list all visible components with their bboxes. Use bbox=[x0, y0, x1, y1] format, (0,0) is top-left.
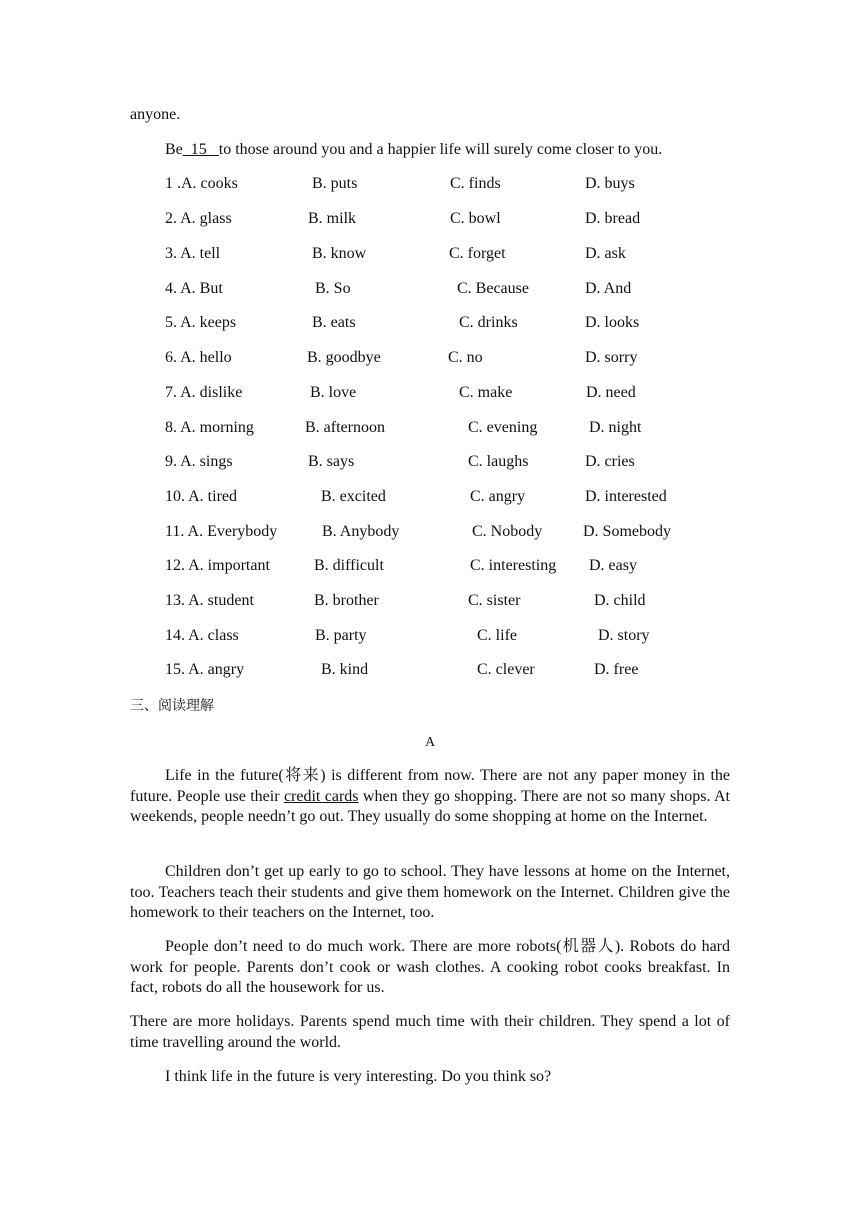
option-a: 14. A. class bbox=[165, 627, 239, 644]
option-c: C. make bbox=[459, 384, 513, 401]
option-b: B. puts bbox=[312, 175, 358, 192]
option-c: C. bowl bbox=[450, 210, 501, 227]
option-a: 13. A. student bbox=[165, 592, 254, 609]
option-c: C. evening bbox=[468, 419, 538, 436]
option-a: 6. A. hello bbox=[165, 349, 232, 366]
option-b: B. love bbox=[310, 384, 357, 401]
option-c: C. drinks bbox=[459, 314, 518, 331]
option-a: 12. A. important bbox=[165, 557, 270, 574]
option-d: D. free bbox=[594, 661, 639, 678]
credit-cards-underlined: credit cards bbox=[283, 787, 359, 805]
option-b: B. goodbye bbox=[307, 349, 381, 366]
option-d: D. cries bbox=[585, 453, 635, 470]
option-d: D. night bbox=[589, 419, 642, 436]
option-a: 3. A. tell bbox=[165, 245, 221, 262]
option-a: 15. A. angry bbox=[165, 661, 245, 678]
option-a: 5. A. keeps bbox=[165, 314, 237, 331]
option-c: C. angry bbox=[470, 488, 526, 505]
paragraph-5 bbox=[130, 1067, 730, 1088]
option-a: 4. A. But bbox=[165, 280, 223, 297]
paragraph-2 bbox=[130, 862, 730, 924]
blank-15: 15 bbox=[182, 141, 219, 158]
option-d: D. story bbox=[598, 627, 650, 644]
question-suffix: to those around you and a happier life will surely come closer to you. bbox=[218, 141, 663, 158]
option-d: D. buys bbox=[585, 175, 635, 192]
option-d: D. ask bbox=[585, 245, 626, 262]
option-b: B. afternoon bbox=[305, 419, 385, 436]
option-c: C. sister bbox=[468, 592, 521, 609]
option-d: D. easy bbox=[589, 557, 637, 574]
option-a: 1 .A. cooks bbox=[165, 175, 238, 192]
option-b: B. excited bbox=[321, 488, 386, 505]
option-c: C. laughs bbox=[468, 453, 529, 470]
paragraph-4-text: There are more holidays. Parents spend much time with their children. They spend a lot of time travelling around the world. bbox=[130, 1013, 730, 1051]
option-c: C. finds bbox=[450, 175, 501, 192]
option-d: D. And bbox=[585, 280, 632, 297]
option-c: C. forget bbox=[449, 245, 506, 262]
option-a: 7. A. dislike bbox=[165, 384, 243, 401]
text-line-anyone: anyone. bbox=[130, 106, 181, 123]
passage-title: A bbox=[424, 735, 436, 750]
question-prefix: Be bbox=[165, 141, 183, 158]
option-b: B. milk bbox=[308, 210, 357, 227]
question-line bbox=[165, 140, 662, 160]
option-b: B. brother bbox=[314, 592, 379, 609]
option-c: C. no bbox=[448, 349, 483, 366]
option-c: C. Nobody bbox=[472, 523, 543, 540]
option-d: D. bread bbox=[585, 210, 641, 227]
option-b: B. Anybody bbox=[322, 523, 400, 540]
option-b: B. difficult bbox=[314, 557, 384, 574]
option-c: C. clever bbox=[477, 661, 535, 678]
option-b: B. eats bbox=[312, 314, 356, 331]
option-c: C. Because bbox=[457, 280, 529, 297]
option-b: B. know bbox=[312, 245, 367, 262]
paragraph-1 bbox=[130, 766, 730, 828]
option-a: 2. A. glass bbox=[165, 210, 232, 227]
option-b: B. party bbox=[315, 627, 367, 644]
option-b: B. So bbox=[315, 280, 351, 297]
paragraph-5-text: I think life in the future is very interesting. Do you think so? bbox=[165, 1068, 552, 1085]
option-a: 8. A. morning bbox=[165, 419, 254, 436]
option-d: D. Somebody bbox=[583, 523, 671, 540]
paragraph-4 bbox=[130, 1012, 730, 1053]
option-a: 10. A. tired bbox=[165, 488, 237, 505]
paragraph-2-text: Children don’t get up early to go to school. They have lessons at home on the Internet, too. Teachers teach their students and give them homework on the Internet. Children give the homework to their teachers on the Internet, too. bbox=[130, 863, 730, 921]
option-d: D. child bbox=[594, 592, 646, 609]
option-c: C. life bbox=[477, 627, 517, 644]
option-b: B. says bbox=[308, 453, 355, 470]
option-d: D. looks bbox=[585, 314, 640, 331]
option-d: D. interested bbox=[585, 488, 667, 505]
paragraph-3 bbox=[130, 937, 730, 999]
paragraph-3-text: People don’t need to do much work. There are more robots(机器人). Robots do hard work for people. Parents don’t cook or wash clothes. A cooking robot cooks breakfast. In fact, robots do all the housework for us. bbox=[130, 938, 730, 996]
option-d: D. sorry bbox=[585, 349, 638, 366]
section-heading: 三、阅读理解 bbox=[130, 698, 214, 714]
option-c: C. interesting bbox=[470, 557, 557, 574]
paragraph-1-text-a: Life in the future(将来) is different from now. There are not any paper money in the future. People use their bbox=[130, 767, 730, 805]
option-a: 11. A. Everybody bbox=[165, 523, 278, 540]
option-d: D. need bbox=[586, 384, 636, 401]
option-b: B. kind bbox=[321, 661, 369, 678]
option-a: 9. A. sings bbox=[165, 453, 233, 470]
paragraph-1-text-b: when they go shopping. There are not so many shops. At weekends, people needn’t go out. They usually do some shopping at home on the Internet. bbox=[130, 787, 730, 825]
